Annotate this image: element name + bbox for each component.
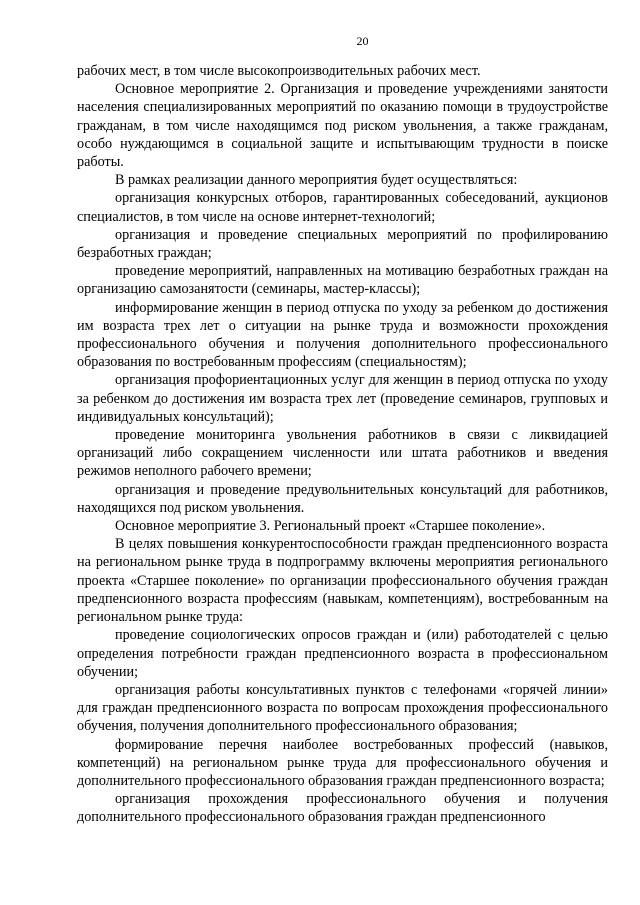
paragraph-list-item: проведение мониторинга увольнения работников в связи с ликвидацией организаций либо сокращением численности или штата работников и введения режимов неполного рабочего времени; <box>77 427 608 480</box>
paragraph-list-item: формирование перечня наиболее востребованных профессий (навыков, компетенций) на региональном рынке труда для профессионального обучения и дополнительного профессионального образования граждан предпенсионного возраста; <box>77 736 608 789</box>
paragraph-measure-3-heading: Основное мероприятие 3. Региональный проект «Старшее поколение». <box>115 518 546 535</box>
paragraph-list-item: организация прохождения профессионального обучения и получения дополнительного профессионального образования граждан предпенсионного <box>77 791 608 826</box>
paragraph-list-item: проведение мероприятий, направленных на мотивацию безработных граждан на организацию самозанятости (семинары, мастер-классы); <box>77 263 608 298</box>
paragraph-list-item: организация профориентационных услуг для женщин в период отпуска по уходу за ребенком до достижения им возраста трех лет (проведение семинаров, групповых и индивидуальных консультаций); <box>77 372 608 425</box>
paragraph-list-item: организация и проведение предувольнительных консультаций для работников, находящихся под риском увольнения. <box>77 481 608 516</box>
paragraph-list-item: организация и проведение специальных мероприятий по профилированию безработных граждан; <box>77 226 608 262</box>
paragraph-measure-3-intro: В целях повышения конкурентоспособности граждан предпенсионного возраста на региональном рынке труда в подпрограмму включены мероприятия регионального проекта «Старшее поколение» по организации профессионального обучения граждан предпенсионного возраста профессиям (навыкам, компетенциям), востребованным на региональном рынке труда: <box>77 536 608 626</box>
paragraph-continuation: рабочих мест, в том числе высокопроизводительных рабочих мест. <box>77 63 481 79</box>
paragraph-list-item: организация работы консультативных пунктов с телефонами «горячей линии» для граждан предпенсионного возраста по вопросам прохождения профессионального обучения, получения дополнительного профессионального образования; <box>77 681 608 735</box>
paragraph-list-item: информирование женщин в период отпуска по уходу за ребенком до достижения им возраста трех лет о ситуации на рынке труда и возможности прохождения профессионального обучения и получения дополнительного профессионального образования по востребованным профессиям (специальностям); <box>77 299 608 371</box>
paragraph-measure-2-heading: Основное мероприятие 2. Организация и проведение учреждениями занятости населения специализированных мероприятий по оказанию помощи в трудоустройстве гражданам, в том числе находящимся под риском увольнения, а также гражданам, особо нуждающимся в социальной защите и испытывающим трудности в поиске работы. <box>77 81 608 171</box>
document-body <box>77 62 608 827</box>
paragraph-list-item: организация конкурсных отборов, гарантированных собеседований, аукционов специалистов, в том числе на основе интернет-технологий; <box>77 190 608 225</box>
paragraph-list-item: проведение социологических опросов граждан и (или) работодателей с целью определения потребности граждан предпенсионного возраста в профессиональном обучении; <box>77 627 608 680</box>
paragraph-measure-2-intro: В рамках реализации данного мероприятия будет осуществляться: <box>115 172 518 189</box>
page-number: 20 <box>356 34 369 48</box>
